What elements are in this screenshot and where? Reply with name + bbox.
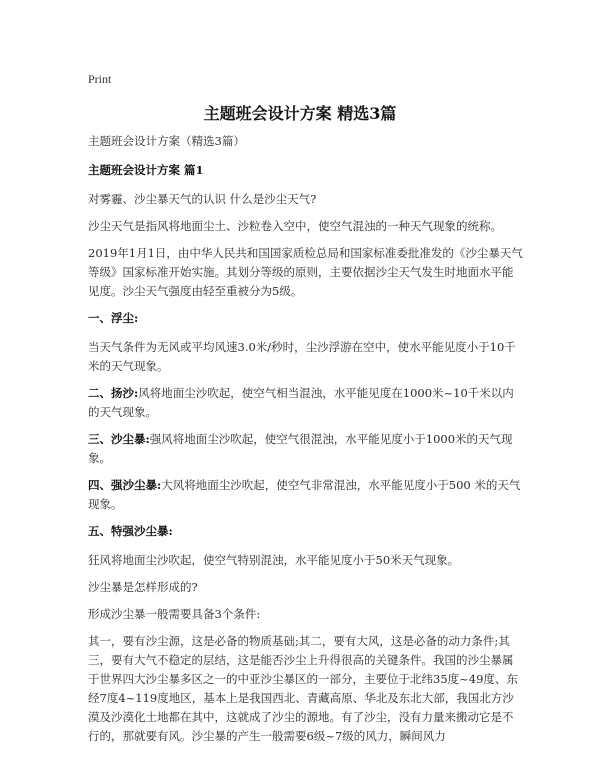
level2-lead: 二、扬沙: (88, 386, 139, 400)
paragraph-long: 其一，要有沙尘源，这是必备的物质基础;其二，要有大风，这是必备的动力条件;其三，要有大气不稳定的层结，这是能否沙尘上升得很高的关键条件。我国的沙尘暴属于世界四大沙尘暴多区之一的中亚沙尘暴区的一部分，主要位于北纬35度~49度、东经7度4~119度地区，基本上是我国西北、青藏高原、华北及东北大部，我国北方沙漠及沙漠化土地都在其中，这就成了沙尘的源地。有了沙尘，没有力量来搬动它是不行的，那就要有风。沙尘暴的产生一般需要6级~7级的风力，瞬间风力 (88, 634, 518, 743)
level3-lead: 三、沙尘暴: (88, 432, 150, 446)
level4-lead: 四、强沙尘暴: (88, 478, 162, 492)
level1-text: 当天气条件为无风或平均风速3.0米/秒时，尘沙浮游在空中，使水平能见度小于10千米的天气现象。 (88, 340, 516, 373)
level4-text: 大风将地面尘沙吹起，使空气非常混浊，水平能见度小于500 米的天气现象。 (88, 478, 521, 511)
document-body (88, 132, 524, 754)
level2-text: 风将地面尘沙吹起，使空气相当混浊，水平能见度在1000米~10千米以内的天气现象。 (88, 386, 514, 419)
level1-heading: 一、浮尘: (88, 311, 139, 325)
paragraph-definition: 沙尘天气是指风将地面尘土、沙粒卷入空中，使空气混浊的一种天气现象的统称。 (88, 219, 502, 233)
paragraph-conditions: 形成沙尘暴一般需要具备3个条件: (88, 607, 261, 621)
level4-paragraph (88, 476, 524, 514)
paragraph-standard: 2019年1月1日，由中华人民共和国国家质检总局和国家标准委批准发的《沙尘暴天气等级》国家标准开始实施。其划分等级的原则，主要依据沙尘天气发生时地面水平能见度。沙尘天气强度由轻至重被分为5级。 (88, 246, 523, 298)
document-subtitle: 主题班会设计方案（精选3篇） (88, 134, 245, 148)
level3-text: 强风将地面尘沙吹起，使空气很混浊，水平能见度小于1000米的天气现象。 (88, 432, 513, 465)
level5-text: 狂风将地面尘沙吹起，使空气特别混浊，水平能见度小于50米天气现象。 (88, 553, 460, 567)
print-link[interactable]: Print (88, 72, 112, 86)
level5-heading: 五、特强沙尘暴: (88, 524, 173, 538)
section-title: 主题班会设计方案 篇1 (88, 163, 204, 177)
level3-paragraph (88, 430, 524, 468)
paragraph-question: 对雾霾、沙尘暴天气的认识 什么是沙尘天气? (88, 192, 317, 206)
paragraph-how: 沙尘暴是怎样形成的? (88, 580, 198, 594)
document-title: 主题班会设计方案 精选3篇 (203, 104, 397, 123)
level2-paragraph (88, 384, 524, 422)
